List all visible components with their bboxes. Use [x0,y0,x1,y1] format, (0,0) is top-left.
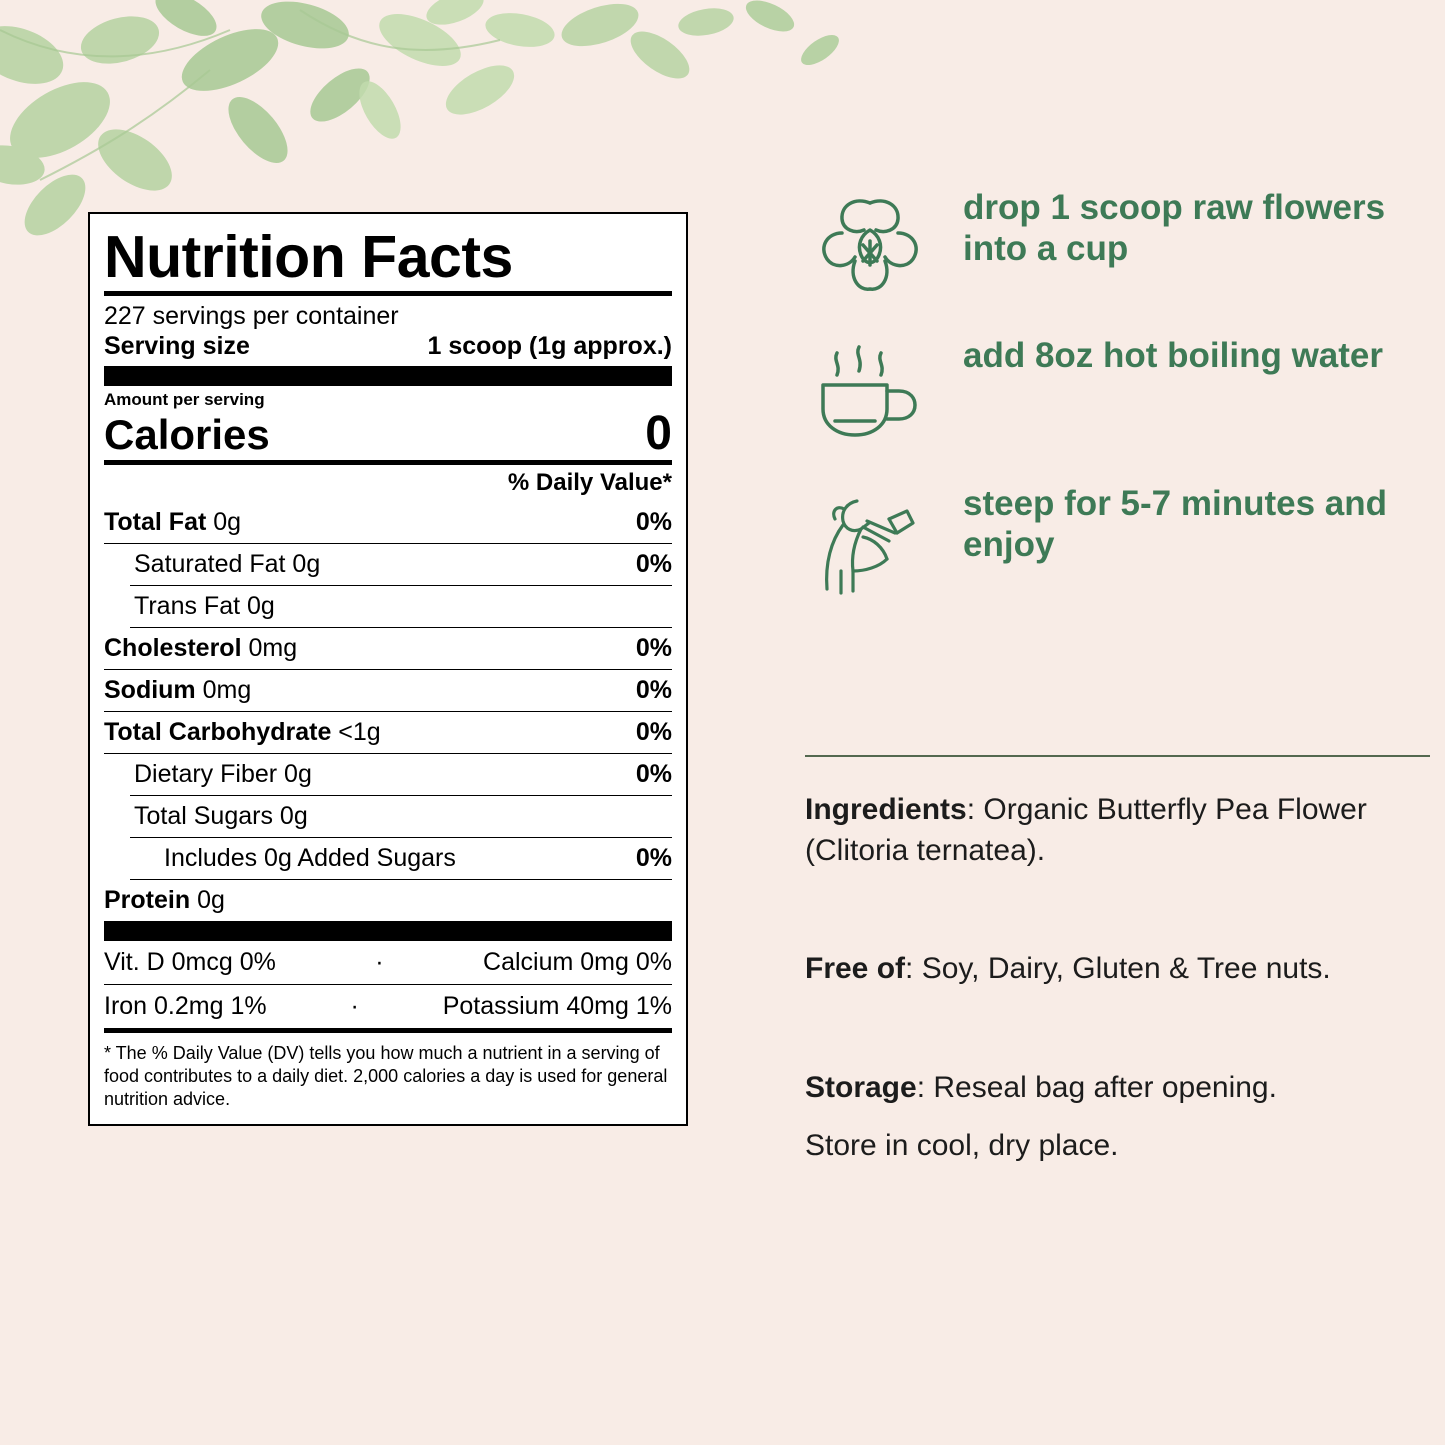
calories-row [104,406,672,460]
flower-icon [805,185,935,301]
step-label: steep for 5-7 minutes and enjoy [963,484,1387,565]
storage-label: Storage [805,1070,917,1104]
nutrient-daily-value: 0% [635,633,672,662]
calories-value: 0 [645,406,672,460]
person-drinking-icon [805,481,935,603]
vitamin-separator-2: · [350,991,359,1020]
vitamin-row-2 [104,985,672,1028]
nutrient-label: Total Fat 0g [104,507,242,536]
nutrient-rows [104,502,672,921]
step-label: add 8oz hot boiling water [963,336,1383,375]
calories-label: Calories [104,411,270,459]
product-info [805,790,1445,1185]
vitamin-d-value: Vit. D 0mcg 0% [104,947,276,976]
nutrient-row [104,754,672,795]
nutrient-row [104,502,672,543]
nutrient-daily-value: 0% [635,843,672,872]
free-of-text: : Soy, Dairy, Gluten & Tree nuts. [905,952,1331,985]
step-label: drop 1 scoop raw flowers into a cup [963,188,1386,269]
storage-text: : Reseal bag after opening. [916,1070,1277,1104]
nutrient-label: Total Carbohydrate <1g [104,717,381,746]
storage-paragraph [805,1068,1445,1109]
nutrient-label: Trans Fat 0g [134,591,275,620]
nutrient-label: Includes 0g Added Sugars [164,843,456,872]
nutrient-label: Saturated Fat 0g [134,549,321,578]
nutrient-daily-value: 0% [635,759,672,788]
ingredients-text: : Organic Butterfly Pea Flower (Clitoria ternatea). [805,793,1367,867]
serving-size-value: 1 scoop (1g approx.) [427,331,672,360]
nutrient-row [104,586,672,627]
nutrition-facts-title: Nutrition Facts [104,224,513,290]
nutrient-daily-value: 0% [635,675,672,704]
nutrient-label: Total Sugars 0g [134,801,308,830]
nutrient-row [104,796,672,837]
ingredients-label: Ingredients [805,793,967,826]
daily-value-footnote: * The % Daily Value (DV) tells you how much a nutrient in a serving of food contributes to a daily diet. 2,000 calories a day is used for general nutrition advice. [104,1042,668,1110]
storage-paragraph-2: Store in cool, dry place. [805,1129,1119,1162]
free-of-paragraph [805,949,1445,990]
step-item [805,481,1405,603]
vitamin-row-1 [104,941,672,984]
nutrient-daily-value: 0% [635,717,672,746]
amount-per-serving-label: Amount per serving [104,389,265,409]
serving-size-row [104,332,672,366]
calcium-value: Calcium 0mg 0% [483,947,672,976]
nutrient-row [104,628,672,669]
servings-per-container: 227 servings per container [104,301,399,330]
daily-value-header: % Daily Value* [507,468,672,496]
right-column [730,0,1445,1445]
iron-value: Iron 0.2mg 1% [104,991,267,1020]
nutrient-label: Sodium 0mg [104,675,252,704]
potassium-value: Potassium 40mg 1% [442,991,672,1020]
nutrient-label: Protein 0g [104,885,225,914]
vitamin-separator: · [375,947,384,976]
nutrient-daily-value: 0% [635,549,672,578]
ingredients-paragraph [805,790,1445,871]
nutrient-row [104,712,672,753]
nutrient-row [104,880,672,921]
preparation-steps [805,185,1405,1162]
section-divider [805,755,1430,757]
nutrition-facts-panel [88,212,688,1126]
nutrient-label: Cholesterol 0mg [104,633,298,662]
serving-size-label: Serving size [104,331,250,360]
hot-cup-icon [805,333,935,449]
nutrient-daily-value: 0% [635,507,672,536]
nutrient-row [104,670,672,711]
step-item [805,333,1405,449]
step-item [805,185,1405,301]
nutrient-label: Dietary Fiber 0g [134,759,312,788]
nutrient-row [104,838,672,879]
nutrient-row [104,544,672,585]
free-of-label: Free of [805,952,906,985]
